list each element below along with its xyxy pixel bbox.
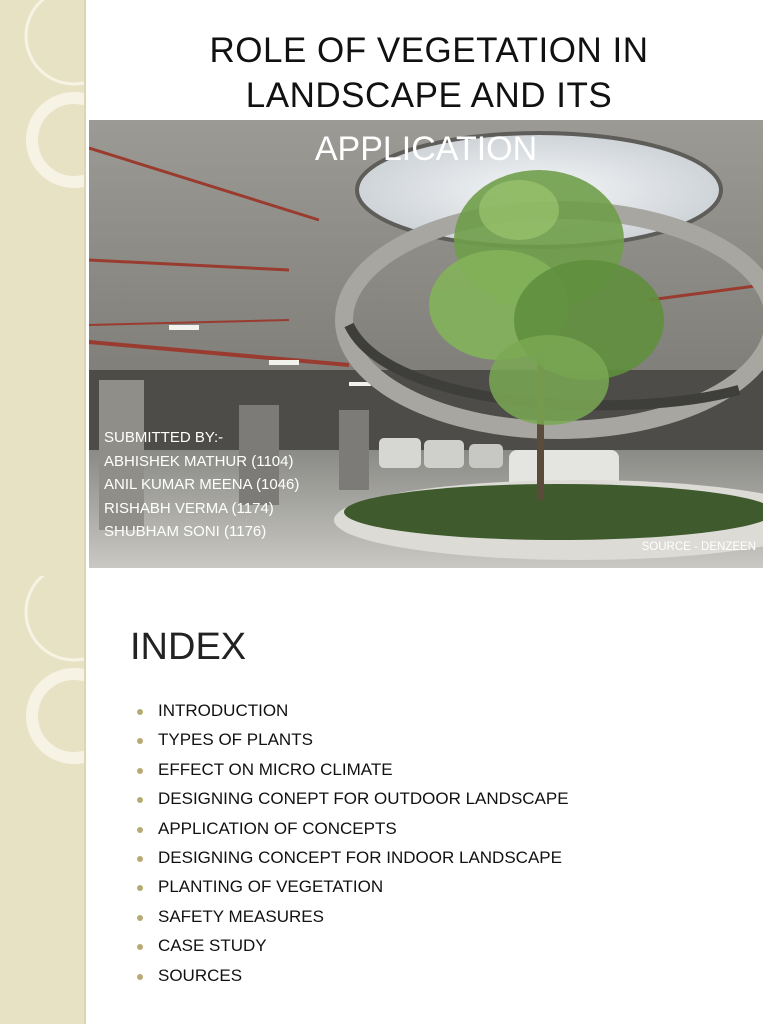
circle-ornament-icon: [0, 0, 84, 576]
slide-title: [90, 28, 768, 118]
list-item-label: APPLICATION OF CONCEPTS: [158, 818, 397, 838]
submitted-by-label: SUBMITTED BY:-: [104, 429, 224, 446]
list-item-label: DESIGNING CONCEPT FOR INDOOR LANDSCAPE: [158, 847, 562, 867]
list-item: [158, 936, 569, 965]
list-item-label: DESIGNING CONEPT FOR OUTDOOR LANDSCAPE: [158, 789, 569, 809]
member-name: ABHISHEK MATHUR (1104): [104, 452, 294, 470]
list-item: [158, 760, 569, 789]
list-item: [158, 966, 569, 995]
list-item-label: SOURCES: [158, 965, 243, 985]
index-slide: [0, 576, 768, 1024]
bullet-icon: [137, 738, 143, 744]
member-name: RISHABH VERMA (1174): [104, 499, 274, 517]
list-item-label: INTRODUCTION: [158, 701, 289, 720]
circle-ornament-icon: [0, 576, 84, 1024]
bullet-icon: [137, 944, 143, 950]
list-item-label: SAFETY MEASURES: [158, 906, 324, 926]
decorative-strip: [0, 576, 86, 1024]
list-item-label: CASE STUDY: [158, 936, 267, 956]
index-list: [158, 701, 569, 995]
bullet-icon: [137, 827, 143, 833]
title-line-2: LANDSCAPE AND ITS: [245, 76, 613, 115]
list-item: [158, 877, 569, 906]
bullet-icon: [137, 768, 143, 774]
title-line-3: APPLICATION: [314, 130, 538, 168]
list-item-label: TYPES OF PLANTS: [158, 730, 313, 750]
list-item: [158, 789, 569, 818]
bullet-icon: [137, 856, 143, 862]
list-item: [158, 907, 569, 936]
decorative-strip: [0, 0, 86, 576]
list-item-label: EFFECT ON MICRO CLIMATE: [158, 759, 393, 779]
list-item: [158, 848, 569, 877]
bullet-icon: [137, 885, 143, 891]
bullet-icon: [137, 709, 143, 715]
member-name: SHUBHAM SONI (1176): [104, 523, 267, 540]
image-source-credit: SOURCE - DENZEEN: [641, 541, 756, 553]
list-item: [158, 730, 569, 759]
member-name: ANIL KUMAR MEENA (1046): [104, 476, 300, 493]
bullet-icon: [137, 974, 143, 980]
credits-block: [104, 426, 299, 544]
title-line-1: ROLE OF VEGETATION IN: [209, 31, 649, 70]
list-item: [158, 701, 569, 730]
index-title: INDEX: [130, 626, 247, 668]
list-item-label: PLANTING OF VEGETATION: [158, 877, 384, 897]
bullet-icon: [137, 915, 143, 921]
bullet-icon: [137, 797, 143, 803]
list-item: [158, 819, 569, 848]
